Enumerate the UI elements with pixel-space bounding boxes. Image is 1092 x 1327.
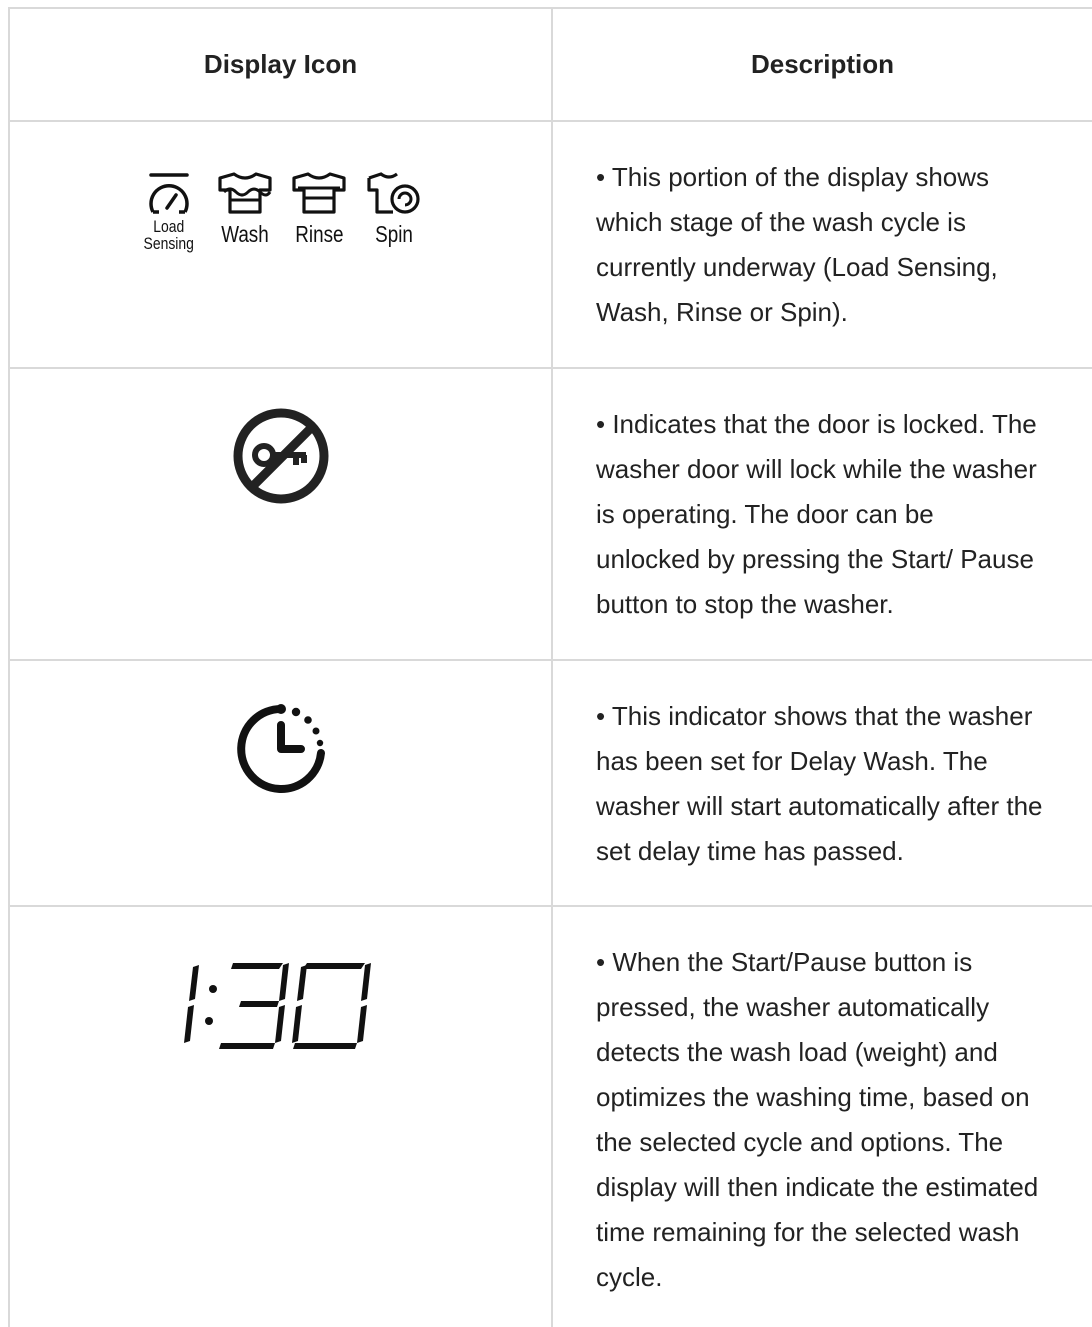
wash-icon: [216, 170, 274, 216]
description-line: time remaining for the selected wash: [596, 1217, 1020, 1247]
icon-cell: [8, 661, 553, 905]
time-display: [181, 959, 381, 1051]
table-row: [8, 659, 1092, 905]
description-line: has been set for Delay Wash. The: [596, 746, 988, 776]
description-line: • This portion of the display shows: [596, 162, 990, 192]
icon-cell: [8, 907, 553, 1327]
description-line: currently underway (Load Sensing,: [596, 252, 998, 282]
table-header-row: [8, 7, 1092, 120]
spin-icon: [365, 170, 423, 216]
spin-label: Spin: [374, 221, 413, 247]
spin-stage: [365, 170, 423, 252]
table-row: [8, 120, 1092, 367]
description-line: washer will start automatically after the: [596, 791, 1043, 821]
description-line: • When the Start/Pause button is: [596, 947, 973, 977]
load-sensing-stage: [138, 170, 199, 252]
rinse-stage: [290, 170, 349, 252]
display-icons-table: [8, 7, 1092, 1327]
description-cell: [553, 661, 1092, 905]
load-sensing-icon: [145, 170, 193, 216]
description-cell: [553, 369, 1092, 659]
description-cell: [553, 907, 1092, 1327]
description-line: • This indicator shows that the washer: [596, 701, 1033, 731]
description-line: optimizes the washing time, based on: [596, 1082, 1030, 1112]
description-line: the selected cycle and options. The: [596, 1127, 1004, 1157]
description-line: display will then indicate the estimated: [596, 1172, 1039, 1202]
load-label-line2: Sensing: [143, 234, 195, 253]
icon-cell: [8, 122, 553, 367]
description-cell: [553, 122, 1092, 367]
description-line: pressed, the washer automatically: [596, 992, 990, 1022]
description-line: washer door will lock while the washer: [596, 454, 1037, 484]
stage-icons: [10, 170, 551, 252]
wash-label: Wash: [221, 221, 269, 247]
description-line: detects the wash load (weight) and: [596, 1037, 998, 1067]
wash-stage: [216, 170, 274, 252]
description-line: set delay time has passed.: [596, 836, 904, 866]
load-label-line1: Load: [153, 217, 185, 236]
table-row: [8, 905, 1092, 1327]
header-display-icon: Display Icon: [8, 9, 553, 120]
description-line: button to stop the washer.: [596, 589, 894, 619]
description-line: cycle.: [596, 1262, 663, 1292]
description-line: unlocked by pressing the Start/ Pause: [596, 544, 1034, 574]
delay-wash-icon: [231, 699, 331, 799]
description-line: • Indicates that the door is locked. The: [596, 409, 1037, 439]
door-lock-icon: [232, 407, 330, 505]
header-description: Description: [750, 49, 895, 79]
table-row: [8, 367, 1092, 659]
icon-cell: [8, 369, 553, 659]
rinse-icon: [290, 170, 348, 216]
description-line: Wash, Rinse or Spin).: [596, 297, 848, 327]
description-line: which stage of the wash cycle is: [596, 207, 966, 237]
description-line: is operating. The door can be: [596, 499, 934, 529]
rinse-label: Rinse: [295, 221, 344, 247]
